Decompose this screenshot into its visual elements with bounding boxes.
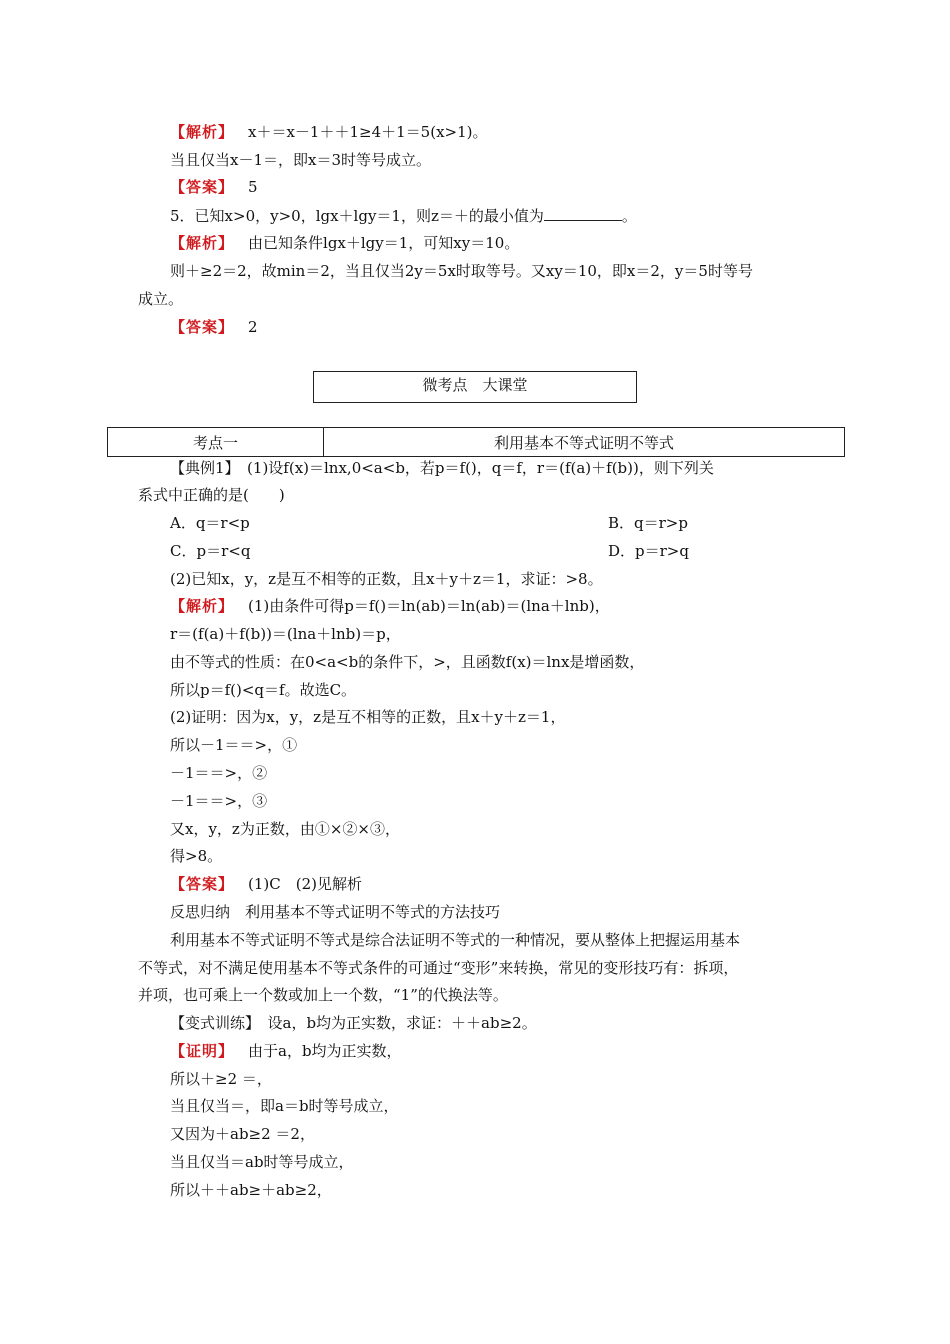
- example-question-line-1: 【典例1】 (1)设f(x)＝lnx,0<a<b，若p＝f()，q＝f，r＝(f(a)＋f(b))，则下列关: [170, 459, 714, 477]
- solution-step-9: 又x，y，z为正数，由①×②×③，: [170, 820, 400, 838]
- analysis-text: 由已知条件lgx＋lgy＝1，可知xy＝10。: [248, 234, 520, 252]
- analysis-tag: 【解析】: [170, 234, 235, 252]
- variant-exercise: 【变式训练】 设a，b均为正实数，求证：＋＋ab≥2。: [170, 1014, 537, 1032]
- key-point-table: [107, 427, 845, 457]
- analysis-tag: 【解析】: [170, 597, 235, 615]
- proof-step-5: 所以＋＋ab≥＋ab≥2，: [170, 1181, 332, 1199]
- answer-text: 2: [248, 318, 258, 336]
- key-point-topic: 利用基本不等式证明不等式: [493, 433, 674, 452]
- equality-condition-line: 当且仅当x－1＝，即x＝3时等号成立。: [170, 151, 432, 169]
- proof-step-4: 当且仅当＝ab时等号成立，: [170, 1153, 354, 1171]
- proof-line: [170, 1040, 402, 1062]
- proof-text: 由于a，b均为正实数，: [248, 1042, 402, 1060]
- answer-blank: [544, 205, 622, 221]
- solution-step-5: (2)证明：因为x，y，z是互不相等的正数，且x＋y＋z＝1，: [170, 708, 566, 726]
- question-5: [170, 205, 637, 227]
- option-d: D．p＝r>q: [608, 542, 689, 560]
- analysis-line-2: [170, 232, 519, 254]
- solution-step-4: 所以p＝f()<q＝f。故选C。: [170, 681, 357, 699]
- option-c: C．p＝r<q: [170, 542, 251, 560]
- analysis-tag: 【解析】: [170, 123, 235, 141]
- proof-step-2: 当且仅当＝，即a＝b时等号成立，: [170, 1097, 399, 1115]
- option-a: A．q＝r<p: [170, 514, 250, 532]
- solution-step-8: －1＝＝>，③: [170, 792, 268, 810]
- example-answer-line: [170, 873, 362, 895]
- solution-step-3: 由不等式的性质：在0<a<b的条件下，>，且函数f(x)＝lnx是增函数，: [170, 653, 645, 671]
- solution-line-cont: 成立。: [138, 290, 184, 308]
- proof-step-3: 又因为＋ab≥2 ＝2，: [170, 1125, 315, 1143]
- example-part-2: (2)已知x，y，z是互不相等的正数，且x＋y＋z＝1，求证：>8。: [170, 570, 603, 588]
- proof-tag: 【证明】: [170, 1042, 235, 1060]
- analysis-line-1: [170, 121, 488, 143]
- reflection-paragraph-2: 不等式，对不满足使用基本不等式条件的可通过“变形”来转换，常见的变形技巧有：拆项，: [138, 959, 739, 977]
- answer-line-2: [170, 316, 258, 338]
- answer-tag: 【答案】: [170, 318, 235, 336]
- key-point-label: 考点一: [108, 428, 324, 456]
- solution-step-10: 得>8。: [170, 847, 223, 865]
- answer-tag: 【答案】: [170, 875, 235, 893]
- option-b: B．q＝r>p: [608, 514, 688, 532]
- reflection-heading: 反思归纳 利用基本不等式证明不等式的方法技巧: [170, 903, 501, 921]
- answer-text: (1)C (2)见解析: [248, 875, 362, 893]
- analysis-text: x＋＝x－1＋＋1≥4＋1＝5(x>1)。: [248, 123, 488, 141]
- solution-step-7: －1＝＝>，②: [170, 764, 268, 782]
- section-title: 微考点 大课堂: [422, 376, 528, 394]
- section-title-box: [313, 371, 637, 403]
- proof-step-1: 所以＋≥2 ＝，: [170, 1070, 272, 1088]
- reflection-paragraph-1: 利用基本不等式证明不等式是综合法证明不等式的一种情况，要从整体上把握运用基本: [170, 931, 741, 949]
- solution-line: 则＋≥2＝2，故min＝2，当且仅当2y＝5x时取等号。又xy＝10，即x＝2，y＝5时等号: [170, 262, 753, 280]
- analysis-text: (1)由条件可得p＝f()＝ln(ab)＝ln(ab)＝(lna＋lnb)，: [248, 597, 610, 615]
- solution-step-6: 所以－1＝＝>，①: [170, 736, 298, 754]
- question-5-text: 5．已知x>0，y>0，lgx＋lgy＝1，则z＝＋的最小值为: [170, 207, 544, 225]
- solution-step-2: r＝(f(a)＋f(b))＝(lna＋lnb)＝p，: [170, 625, 401, 643]
- example-analysis-line: [170, 595, 610, 617]
- question-5-end: 。: [621, 207, 637, 225]
- answer-tag: 【答案】: [170, 178, 235, 196]
- reflection-paragraph-3: 并项，也可乘上一个数或加上一个数，“1”的代换法等。: [138, 986, 508, 1004]
- example-question-line-2: 系式中正确的是( ): [138, 486, 285, 504]
- answer-line-1: [170, 176, 258, 198]
- answer-text: 5: [248, 178, 258, 196]
